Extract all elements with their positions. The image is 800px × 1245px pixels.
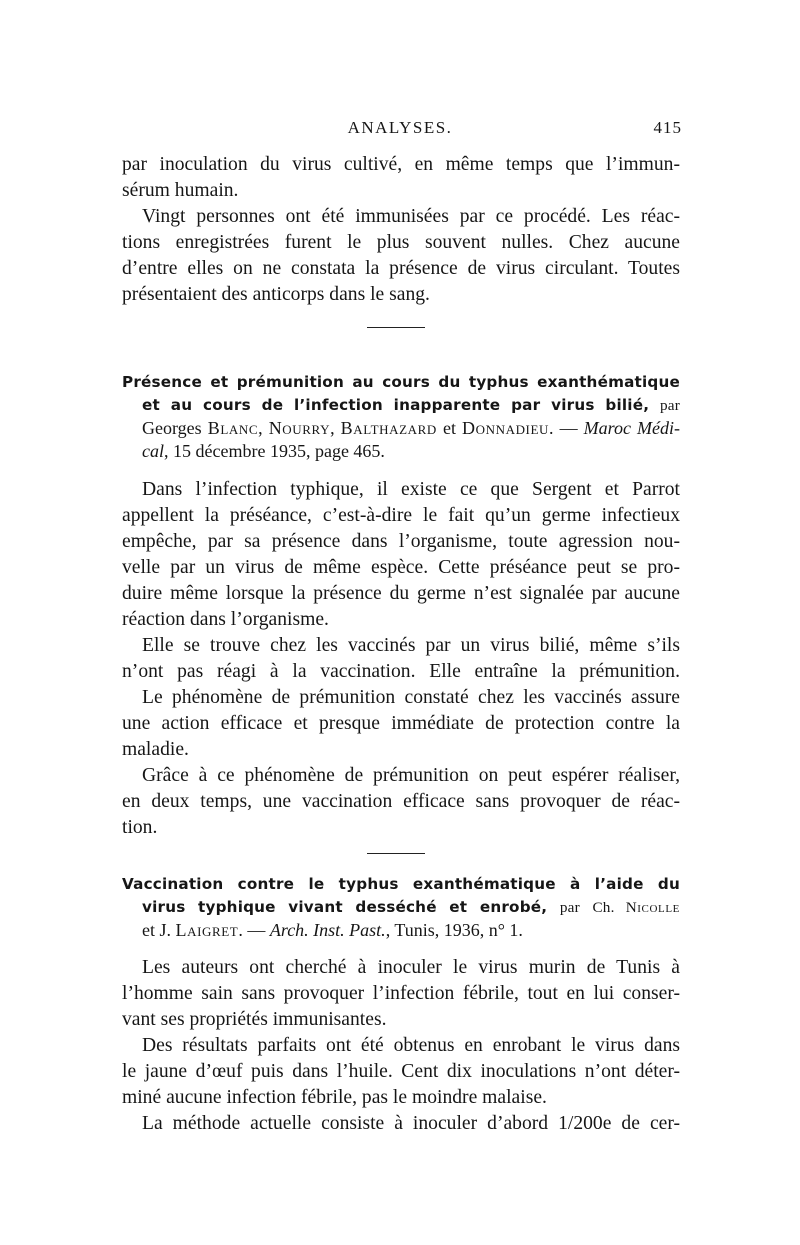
text-line: Elle se trouve chez les vaccinés par un virus bilié, même s’ils <box>142 635 680 656</box>
text-line: d’entre elles on ne constata la présence de virus circulant. Toutes <box>122 258 680 279</box>
text-line: Grâce à ce phénomène de prémunition on peut espérer réaliser, <box>142 765 680 786</box>
text-line: Vingt personnes ont été immunisées par ce procédé. Les réac- <box>142 206 680 227</box>
article-title-line: Vaccination contre le typhus exanthématique à l’aide du <box>122 875 680 893</box>
citation-text: , <box>330 418 341 438</box>
text-line: réaction dans l’organisme. <box>122 609 329 630</box>
text-line: duire même lorsque la présence du germe n’est signalée par aucune <box>122 583 680 604</box>
text-line: tion. <box>122 817 158 838</box>
journal-name: cal <box>142 441 164 461</box>
citation-text: , Tunis, 1936, n° 1. <box>385 920 523 940</box>
text-line: empêche, par sa présence dans l’organisme, toute agression nou- <box>122 531 680 552</box>
author-name: Nourry <box>268 418 331 438</box>
text-line: par inoculation du virus cultivé, en même temps que l’immun- <box>122 154 680 175</box>
section-separator <box>367 853 425 854</box>
citation-text: Georges <box>142 418 208 438</box>
text-line: velle par un virus de même espèce. Cette préséance peut se pro- <box>122 557 680 578</box>
section-separator <box>367 327 425 328</box>
text-line: Des résultats parfaits ont été obtenus en enrobant le virus dans <box>142 1035 680 1056</box>
citation-text: , 15 décembre 1935, page 465. <box>164 441 385 461</box>
text-line: présentaient des anticorps dans le sang. <box>122 284 430 305</box>
par-word: par <box>559 899 580 916</box>
article-title-line <box>142 895 680 919</box>
author-name: Nicolle <box>625 899 680 916</box>
text-line: maladie. <box>122 739 189 760</box>
running-head <box>0 118 800 144</box>
journal-name: Maroc Médi- <box>583 418 680 438</box>
citation-text: Ch. <box>592 899 626 916</box>
text-line: miné aucune infection fébrile, pas le moindre malaise. <box>122 1087 547 1108</box>
citation-text: et <box>436 418 463 438</box>
text-line: en deux temps, une vaccination efficace sans provoquer de réac- <box>122 791 680 812</box>
text-line: Dans l’infection typhique, il existe ce que Sergent et Parrot <box>142 479 680 500</box>
text-line: l’homme sain sans provoquer l’infection fébrile, tout en lui conser- <box>122 983 680 1004</box>
journal-name: Arch. Inst. Past. <box>269 920 386 940</box>
text-line: La méthode actuelle consiste à inoculer d’abord 1/200e de cer- <box>142 1113 680 1134</box>
article-title-line <box>142 393 680 417</box>
author-name: Balthazard <box>340 418 437 438</box>
page-number: 415 <box>653 118 682 137</box>
text-line: Le phénomène de prémunition constaté chez les vaccinés assure <box>142 687 680 708</box>
article-title-text: et au cours de l’infection inapparente par virus bilié, <box>142 396 650 414</box>
citation-text: . — <box>549 418 584 438</box>
author-name: Blanc <box>207 418 259 438</box>
citation-line <box>142 439 680 463</box>
author-name: Laigret <box>175 920 239 940</box>
citation-line <box>142 416 680 440</box>
citation-text: . — <box>238 920 270 940</box>
text-line: vant ses propriétés immunisantes. <box>122 1009 387 1030</box>
author-name: Donnadieu <box>462 418 550 438</box>
article-title-text: virus typhique vivant desséché et enrobé, <box>142 898 548 916</box>
text-line: n’ont pas réagi à la vaccination. Elle entraîne la prémunition. <box>122 661 680 682</box>
par-word: par <box>660 397 680 414</box>
text-line: appellent la préséance, c’est-à-dire le fait qu’un germe infectieux <box>122 505 680 526</box>
text-line: une action efficace et presque immédiate de protection contre la <box>122 713 680 734</box>
text-line: Les auteurs ont cherché à inoculer le virus murin de Tunis à <box>142 957 680 978</box>
text-line: sérum humain. <box>122 180 239 201</box>
running-head-title: ANALYSES. <box>347 118 453 137</box>
citation-text: , <box>258 418 269 438</box>
citation-text: et J. <box>142 920 176 940</box>
text-line: le jaune d’œuf puis dans l’huile. Cent dix inoculations n’ont déter- <box>122 1061 680 1082</box>
text-line: tions enregistrées furent le plus souvent nulles. Chez aucune <box>122 232 680 253</box>
citation-line <box>142 918 680 942</box>
article-title-line: Présence et prémunition au cours du typhus exanthématique <box>122 373 680 391</box>
